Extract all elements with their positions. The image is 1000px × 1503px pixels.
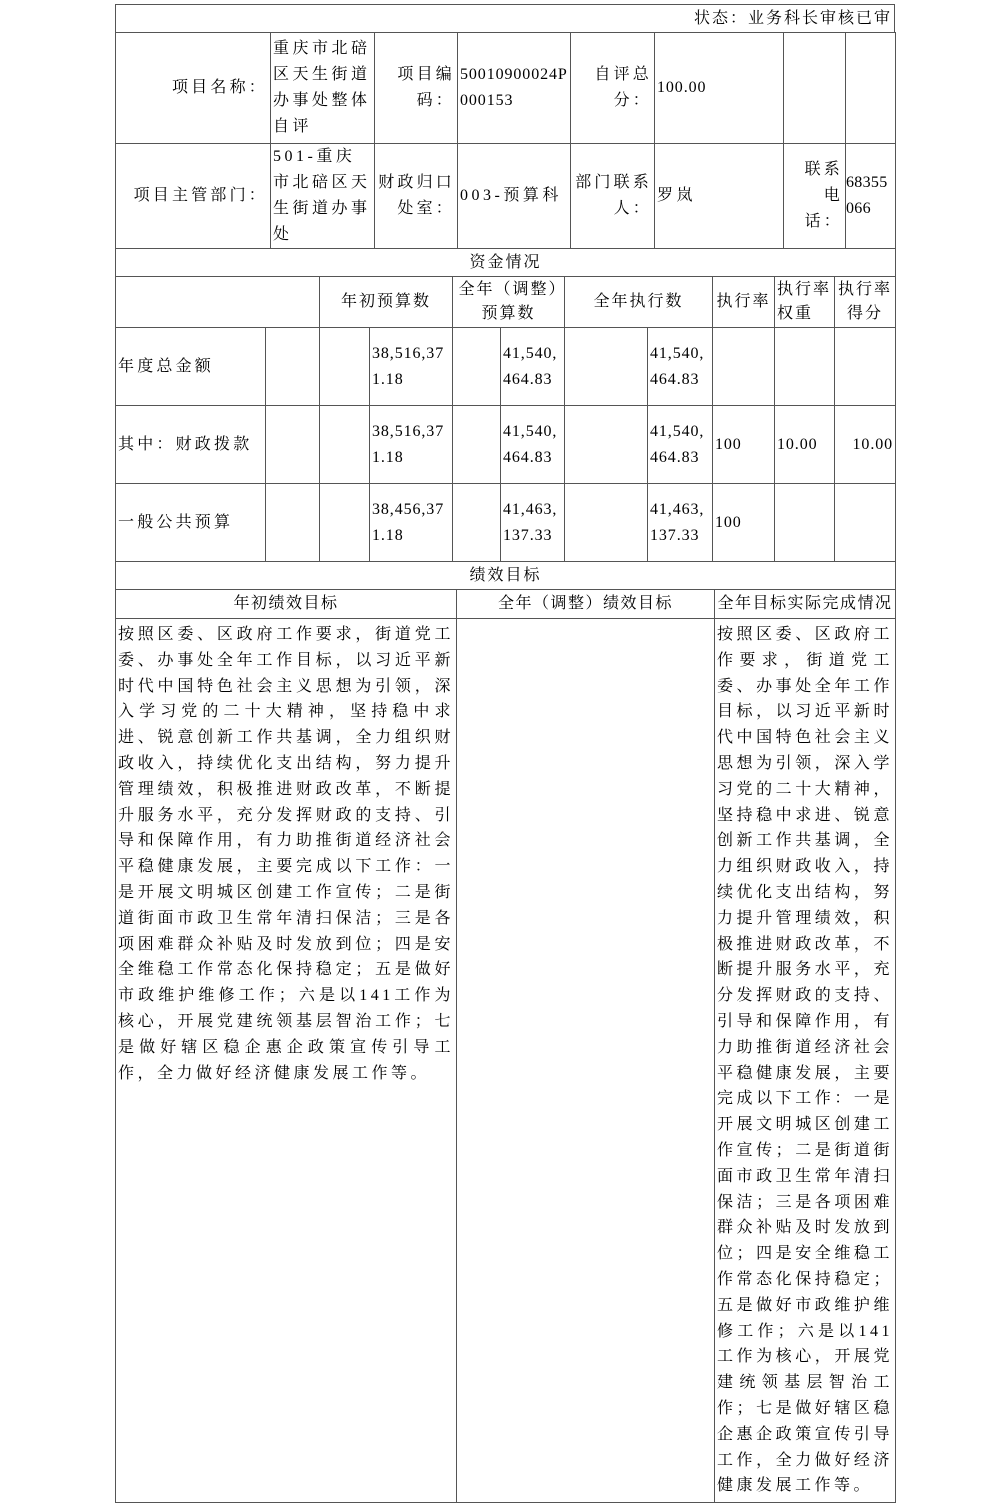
adjusted-budget-header: 全年（调整）预算数	[453, 277, 565, 328]
initial-goal-header: 年初绩效目标	[116, 590, 457, 619]
empty-cell	[266, 406, 320, 484]
project-dept-row	[116, 144, 896, 249]
rate-value	[713, 328, 775, 406]
empty-cell	[565, 484, 648, 562]
executed-value: 41,540,464.83	[648, 406, 713, 484]
rate-header: 执行率	[713, 277, 775, 328]
executed-value: 41,540,464.83	[648, 328, 713, 406]
empty-cell	[453, 484, 501, 562]
actual-goal-text: 按照区委、区政府工作要求，街道党工委、办事处全年工作目标，以习近平新时代中国特色社会主义思想为引领，深入学习党的二十大精神，坚持稳中求进、锐意创新工作共基调，全力组织财政收入，持续优化支出结构，努力提升管理绩效，积极推进财政改革，不断提升服务水平，充分发挥财政的支持、引导和保障作用，有力助推街道经济社会平稳健康发展，主要完成以下工作：一是开展文明城区创建工作宣传；二是街道街面市政卫生常年清扫保洁；三是各项困难群众补贴及时发放到位；四是安全维稳工作常态化保持稳定；五是做好市政维护维修工作；六是以141工作为核心，开展党建统领基层智治工作；七是做好辖区稳企惠企政策宣传引导工作，全力做好经济健康发展工作等。	[715, 619, 896, 1503]
empty-cell	[453, 328, 501, 406]
executed-header: 全年执行数	[565, 277, 713, 328]
goals-section-row	[116, 562, 896, 590]
funding-row-label: 其中：财政拨款	[116, 406, 266, 484]
rate-weight-value: 10.00	[775, 406, 835, 484]
adjusted-budget-value: 41,463,137.33	[501, 484, 565, 562]
finance-office-value: 003-预算科	[458, 144, 571, 249]
adjusted-budget-value: 41,540,464.83	[501, 406, 565, 484]
project-name-value: 重庆市北碚区天生街道办事处整体自评	[271, 33, 375, 144]
funding-row-total	[116, 328, 896, 406]
initial-budget-header: 年初预算数	[320, 277, 453, 328]
funding-section-title: 资金情况	[116, 249, 896, 277]
goals-section-title: 绩效目标	[116, 562, 896, 590]
empty-cell	[565, 328, 648, 406]
empty-cell	[266, 484, 320, 562]
finance-office-label: 财政归口处室：	[375, 144, 458, 249]
rate-score-value	[835, 328, 896, 406]
contact-value: 罗岚	[655, 144, 784, 249]
funding-section-row	[116, 249, 896, 277]
empty-cell	[320, 484, 370, 562]
contact-label: 部门联系人：	[571, 144, 655, 249]
self-score-label: 自评总分：	[571, 33, 655, 144]
phone-value: 68355066	[846, 144, 896, 249]
goals-header-row	[116, 590, 896, 619]
rate-weight-header: 执行率权重	[775, 277, 835, 328]
empty-cell	[784, 33, 846, 144]
project-code-label: 项目编码：	[375, 33, 458, 144]
status-table	[115, 4, 895, 33]
adjusted-budget-value: 41,540,464.83	[501, 328, 565, 406]
rate-value: 100	[713, 406, 775, 484]
empty-cell	[320, 328, 370, 406]
funding-row-label: 一般公共预算	[116, 484, 266, 562]
project-info-table	[115, 32, 896, 249]
executed-value: 41,463,137.33	[648, 484, 713, 562]
initial-budget-value: 38,456,371.18	[370, 484, 453, 562]
funding-table	[115, 248, 896, 562]
actual-goal-header: 全年目标实际完成情况	[715, 590, 896, 619]
goals-content-row	[116, 619, 896, 1503]
funding-row-public-budget	[116, 484, 896, 562]
project-name-row	[116, 33, 896, 144]
rate-score-header: 执行率得分	[835, 277, 896, 328]
rate-weight-value	[775, 484, 835, 562]
project-code-value: 50010900024P000153	[458, 33, 571, 144]
initial-budget-value: 38,516,371.18	[370, 328, 453, 406]
empty-cell	[320, 406, 370, 484]
self-score-value: 100.00	[655, 33, 784, 144]
rate-weight-value	[775, 328, 835, 406]
goals-table	[115, 561, 896, 1503]
initial-budget-value: 38,516,371.18	[370, 406, 453, 484]
empty-cell	[565, 406, 648, 484]
funding-row-fiscal	[116, 406, 896, 484]
empty-header-cell	[116, 277, 320, 328]
phone-label: 联系电话：	[784, 144, 846, 249]
status-text: 状态：业务科长审核已审	[116, 5, 895, 33]
rate-value: 100	[713, 484, 775, 562]
rate-score-value: 10.00	[835, 406, 896, 484]
dept-label: 项目主管部门：	[116, 144, 271, 249]
evaluation-form-sheet	[115, 4, 895, 1503]
empty-cell	[846, 33, 896, 144]
status-row	[116, 5, 895, 33]
adjusted-goal-text	[457, 619, 715, 1503]
rate-score-value	[835, 484, 896, 562]
funding-row-label: 年度总金额	[116, 328, 266, 406]
initial-goal-text: 按照区委、区政府工作要求，街道党工委、办事处全年工作目标，以习近平新时代中国特色社会主义思想为引领，深入学习党的二十大精神，坚持稳中求进、锐意创新工作共基调，全力组织财政收入，持续优化支出结构，努力提升管理绩效，积极推进财政改革，不断提升服务水平，充分发挥财政的支持、引导和保障作用，有力助推街道经济社会平稳健康发展，主要完成以下工作：一是开展文明城区创建工作宣传；二是街道街面市政卫生常年清扫保洁；三是各项困难群众补贴及时发放到位；四是安全维稳工作常态化保持稳定；五是做好市政维护维修工作；六是以141工作为核心，开展党建统领基层智治工作；七是做好辖区稳企惠企政策宣传引导工作，全力做好经济健康发展工作等。	[116, 619, 457, 1503]
empty-cell	[453, 406, 501, 484]
funding-header-row	[116, 277, 896, 328]
adjusted-goal-header: 全年（调整）绩效目标	[457, 590, 715, 619]
project-name-label: 项目名称：	[116, 33, 271, 144]
dept-value: 501-重庆市北碚区天生街道办事处	[271, 144, 375, 249]
empty-cell	[266, 328, 320, 406]
